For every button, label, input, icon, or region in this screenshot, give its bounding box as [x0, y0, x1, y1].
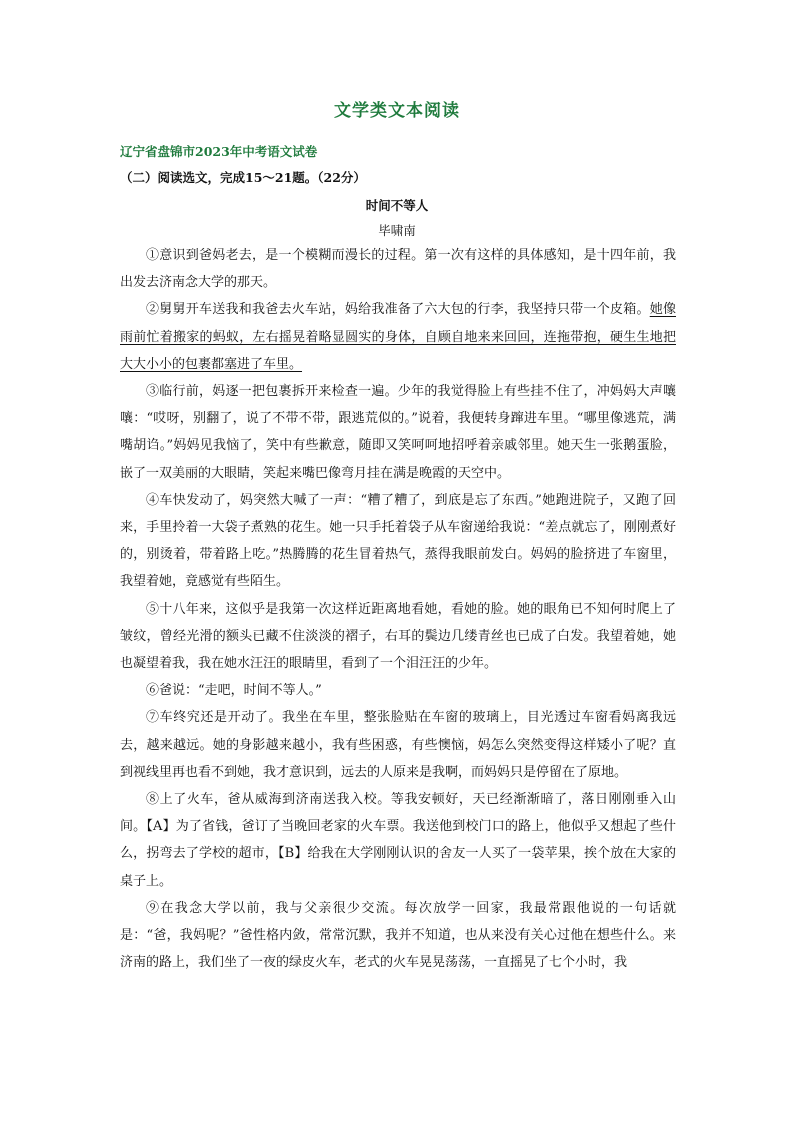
- paragraph-9: ⑨在我念大学以前，我与父亲很少交流。每次放学一回家，我最常跟他说的一句话就是：“爸，我妈呢？”爸性格内敛，常常沉默，我并不知道，也从来没有关心过他在想些什么。来济南的路上，我们坐了一夜的绿皮火车，老式的火车晃晃荡荡，一直摇晃了七个小时，我: [120, 900, 676, 971]
- paragraph-3: ③临行前，妈逐一把包裹拆开来检查一遍。少年的我觉得脸上有些挂不住了，冲妈妈大声嚷嚷：“哎呀，别翻了，说了不带不带，跟逃荒似的。”说着，我便转身蹿进车里。“哪里像逃荒，满嘴胡诌。”妈妈见我恼了，笑中有些歉意，随即又笑呵呵地招呼着亲戚邻里。她天生一张鹅蛋脸，嵌了一双美丽的大眼睛，笑起来嘴巴像弯月挂在满是晚霞的天空中。: [120, 384, 676, 481]
- paragraph-4: ④车快发动了，妈突然大喊了一声：“糟了糟了，到底是忘了东西。”她跑进院子，又跑了回来，手里拎着一大袋子煮熟的花生。她一只手托着袋子从车窗递给我说：“差点就忘了，刚刚煮好的，别烫着，带着路上吃。”热腾腾的花生冒着热气，蒸得我眼前发白。妈妈的脸挤进了车窗里，我望着她，竟感觉有些陌生。: [120, 492, 676, 590]
- paragraph-8: ⑧上了火车，爸从威海到济南送我入校。等我安顿好，天已经渐渐暗了，落日刚刚垂入山间。【A】为了省钱，爸订了当晚回老家的火车票。我送他到校门口的路上，他似乎又想起了些什么，拐弯去了学校的超市，【B】给我在大学刚刚认识的舍友一人买了一袋苹果，挨个放在大家的桌子上。: [120, 792, 676, 889]
- article-author: 毕啸南: [378, 223, 416, 238]
- paragraph-1: ①意识到爸妈老去，是一个模糊而漫长的过程。第一次有这样的具体感知，是十四年前，我出发去济南念大学的那天。: [120, 248, 676, 291]
- section-instruction: （二）阅读选文，完成15～21题。（22分）: [120, 170, 366, 185]
- paragraph-2-text: ②舅舅开车送我和我爸去火车站，妈给我准备了六大包的行李，我坚持只带一个皮箱。: [146, 302, 650, 318]
- article-body: [120, 242, 676, 976]
- article-title: 时间不等人: [365, 198, 429, 213]
- underlined-sentence: 她像雨前忙着搬家的蚂蚁，左右摇晃着略显圆实的身体，自顾自地来来回回，连拖带抱，硬生生地把大大小小的包裹都塞进了车里。: [120, 302, 676, 372]
- paragraph-7: ⑦车终究还是开动了。我坐在车里，整张脸贴在车窗的玻璃上，目光透过车窗看妈离我远去，越来越远。她的身影越来越小，我有些困惑，有些懊恼，妈怎么突然变得这样矮小了呢？直到视线里再也看不到她，我才意识到，远去的人原来是我啊，而妈妈只是停留在了原地。: [120, 710, 676, 780]
- paragraph-5: ⑤十八年来，这似乎是我第一次这样近距离地看她，看她的脸。她的眼角已不知何时爬上了皱纹，曾经光滑的额头已藏不住淡淡的褶子，右耳的鬓边几缕青丝也已成了白发。我望着她，她也凝望着我，我在她水汪汪的眼睛里，看到了一个泪汪汪的少年。: [120, 601, 676, 672]
- document-title: 文学类文本阅读: [334, 101, 460, 121]
- exam-source: 辽宁省盘锦市2023年中考语文试卷: [120, 144, 318, 159]
- paragraph-6: ⑥爸说：“走吧，时间不等人。”: [146, 683, 322, 699]
- paragraph-2: [120, 296, 676, 378]
